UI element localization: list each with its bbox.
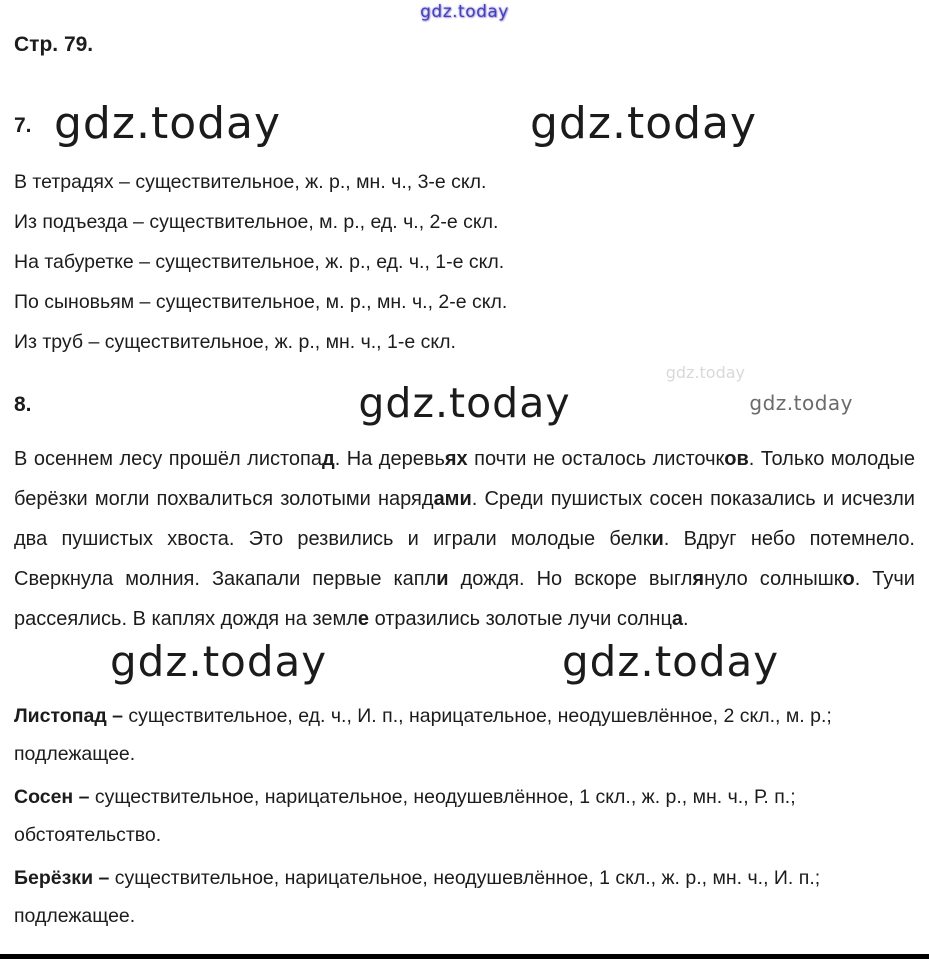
brand-watermark: gdz.today — [530, 98, 758, 149]
text-segment: дождя. Но вскоре выгл — [448, 568, 693, 590]
emphasized-ending: ов — [724, 448, 749, 470]
emphasized-ending: ях — [444, 448, 468, 470]
answer-line: Из труб – существительное, ж. р., мн. ч., 1-е скл. — [14, 331, 456, 353]
brand-watermark: gdz.today — [110, 637, 328, 686]
analysis-entry — [14, 778, 915, 854]
small-gray-watermark: gdz.today — [749, 391, 853, 415]
exercise-7-answers — [14, 162, 915, 362]
text-segment: . На деревь — [334, 448, 445, 470]
exercise-8-number: 8. — [14, 393, 32, 416]
text-segment: . Вдруг небо потемнело. Сверкнула молния. Закапали первые капл — [14, 528, 915, 590]
answer-line: В тетрадях – существительное, ж. р., мн. ч., 3-е скл. — [14, 171, 487, 193]
text-segment: почти не осталось листочк — [467, 448, 725, 470]
brand-watermark: gdz.today — [562, 637, 780, 686]
exercise-7 — [14, 98, 915, 362]
exercise-8 — [14, 363, 915, 940]
analyzed-word: Берёзки – — [14, 867, 115, 889]
brand-watermark: gdz.today — [54, 98, 282, 149]
emphasized-ending: а — [671, 608, 684, 630]
exercise-8-header — [14, 363, 915, 435]
answer-line: По сыновьям – существительное, м. р., мн. ч., 2-е скл. — [14, 291, 508, 313]
exercise-7-header — [14, 98, 915, 160]
emphasized-ending: и — [651, 528, 664, 550]
emphasized-ending: и — [436, 568, 449, 590]
emphasized-ending: е — [357, 608, 370, 630]
analysis-text: существительное, нарицательное, неодушевлённое, 1 скл., ж. р., мн. ч., И. п.; подлежащее. — [14, 867, 821, 927]
text-segment: . Среди пушистых сосен показались и исчезли два пушистых хвоста. Это резвились и играли молодые белк — [14, 488, 915, 550]
exercise-7-number: 7. — [14, 114, 32, 137]
text-segment: . Только молодые берёзки могли похвалиться золотыми наряд — [14, 448, 915, 510]
mid-watermark-row — [14, 637, 915, 697]
bottom-black-bar — [0, 954, 929, 959]
emphasized-ending: о — [842, 568, 855, 590]
text-segment: отразились золотые лучи солнц — [369, 608, 672, 630]
emphasized-ending: ами — [433, 488, 472, 510]
analysis-entry — [14, 859, 915, 935]
analyzed-word: Сосен – — [14, 786, 95, 808]
emphasized-ending: д — [322, 448, 335, 470]
analysis-text: существительное, ед. ч., И. п., нарицательное, неодушевлённое, 2 скл., м. р.; подлежащее. — [14, 705, 832, 765]
emphasized-ending: я — [692, 568, 705, 590]
text-segment: . Тучи рассеялись. В каплях дождя на земл — [14, 568, 915, 630]
morphological-analysis — [14, 697, 915, 935]
analysis-text: существительное, нарицательное, неодушевлённое, 1 скл., ж. р., мн. ч., Р. п.; обстоятельство. — [14, 786, 796, 846]
text-segment: нуло солнышк — [704, 568, 843, 590]
text-segment: В осеннем лесу прошёл листопа — [14, 448, 323, 470]
analyzed-word: Листопад – — [14, 705, 129, 727]
exercise-8-text — [14, 439, 915, 639]
page-label: Стр. 79. — [14, 33, 94, 56]
brand-watermark: gdz.today — [358, 379, 571, 427]
top-site-watermark: gdz.today — [420, 2, 509, 22]
faint-watermark: gdz.today — [665, 363, 745, 382]
answer-line: На табуретке – существительное, ж. р., ед. ч., 1-е скл. — [14, 251, 505, 273]
text-segment: . — [683, 608, 689, 630]
answer-line: Из подъезда – существительное, м. р., ед. ч., 2-е скл. — [14, 211, 499, 233]
analysis-entry — [14, 697, 915, 773]
